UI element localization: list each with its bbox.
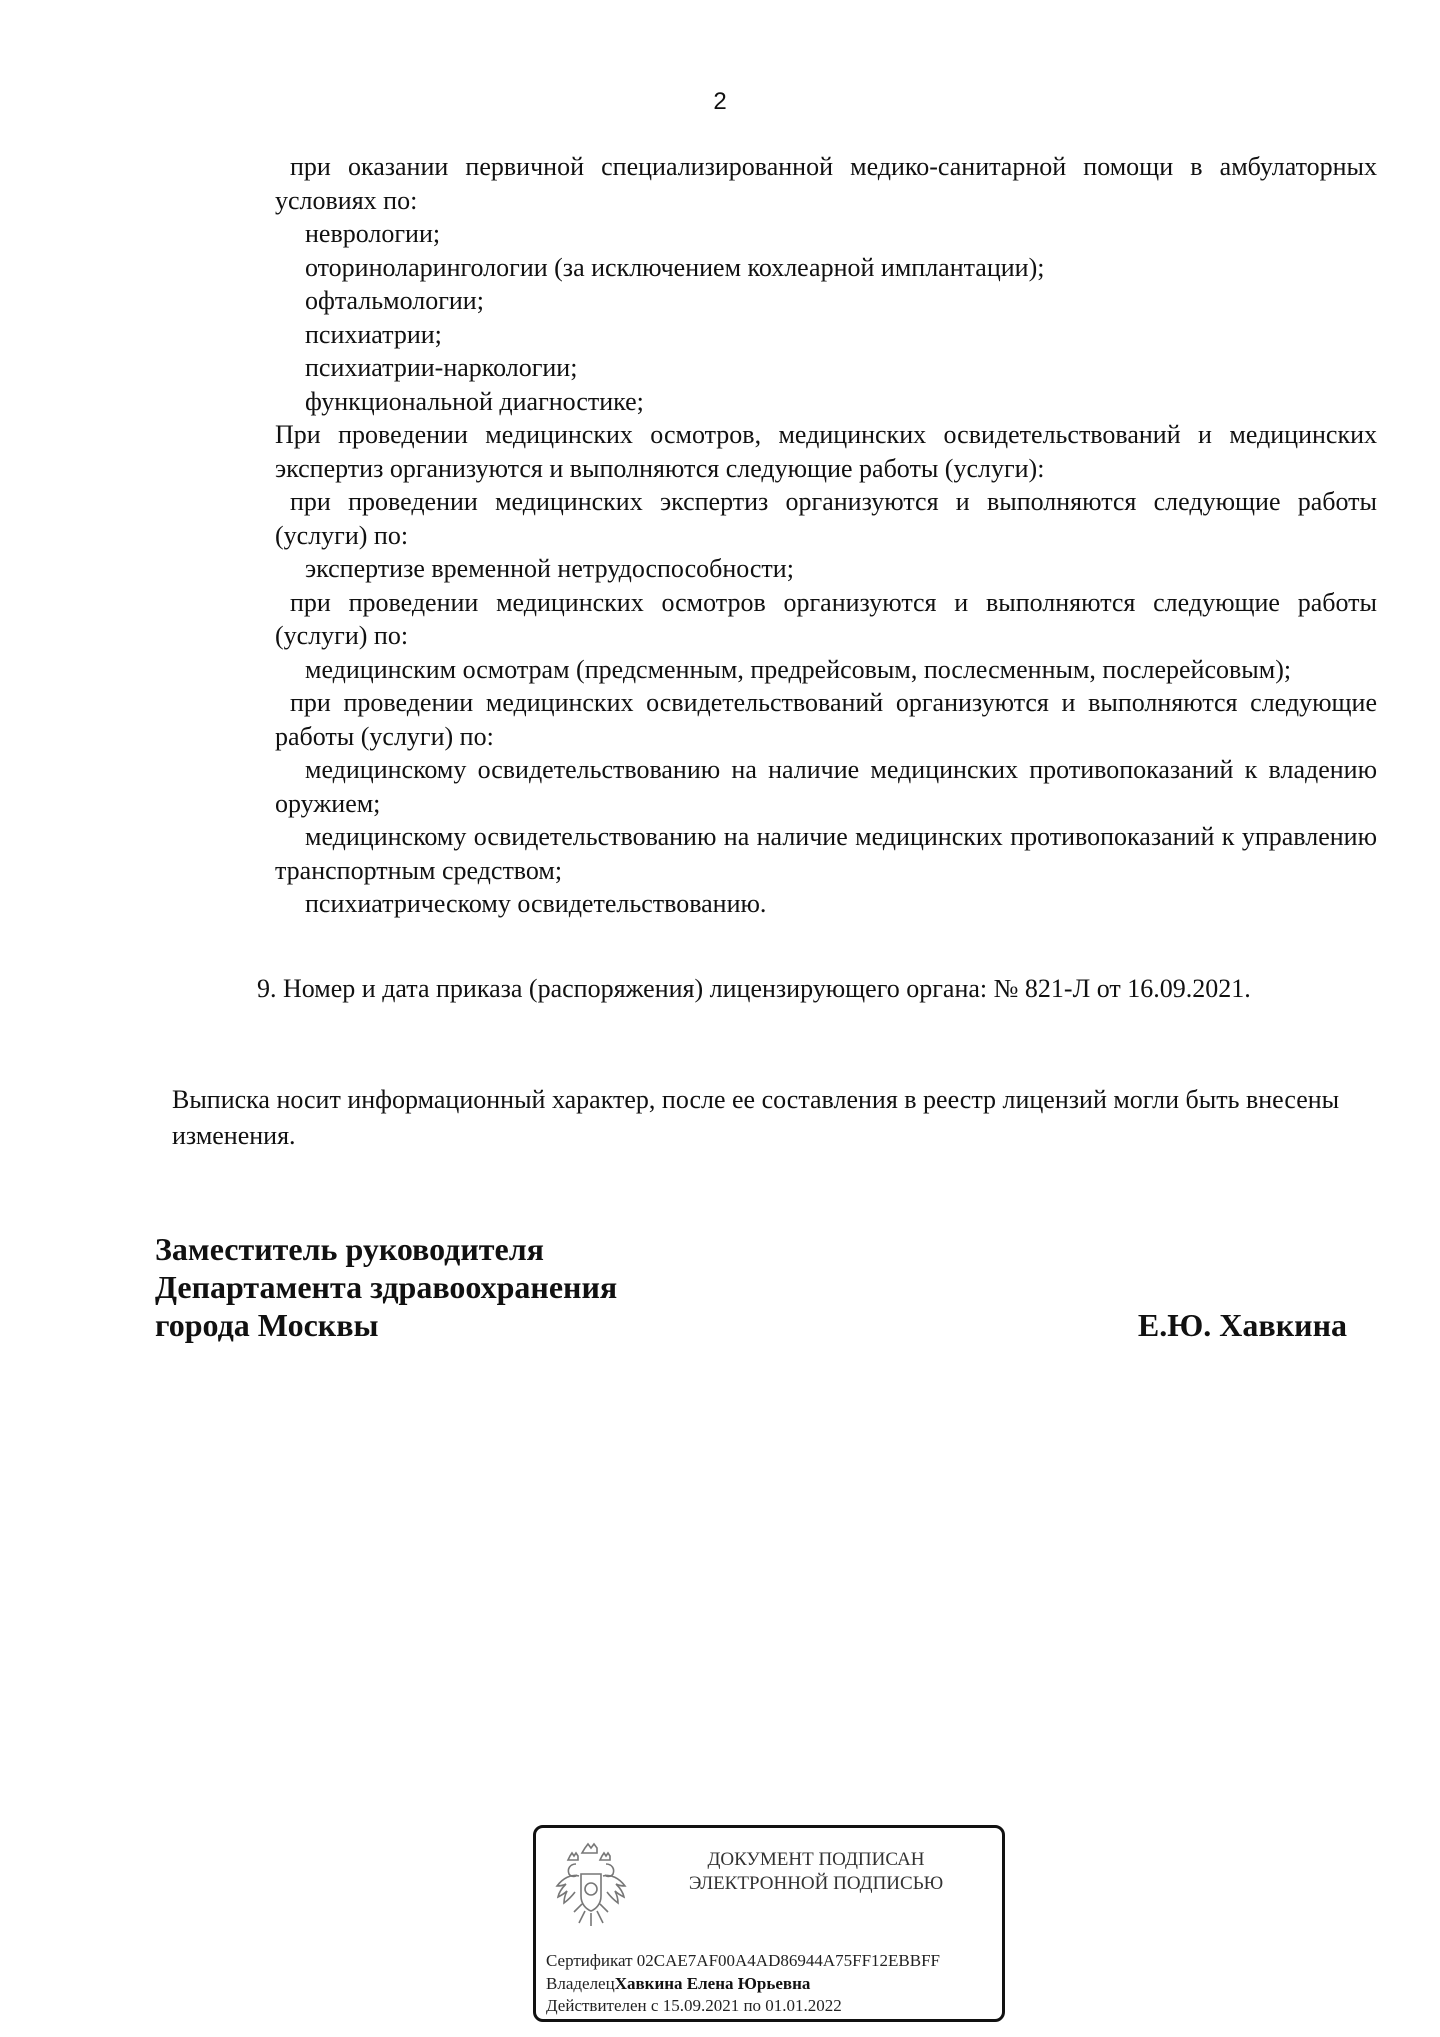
- list-item: медицинскому освидетельствованию на наличие медицинских противопоказаний к управлению транспортным средством;: [275, 822, 1377, 885]
- signatory-title-line: Департамента здравоохранения: [155, 1269, 618, 1305]
- owner-value: Хавкина Елена Юрьевна: [614, 1973, 811, 1993]
- paragraph-medical-checkups: при проведении медицинских осмотров организуются и выполняются следующие работы (услуги) по:: [275, 587, 1377, 650]
- certificate-label: Сертификат: [546, 1951, 633, 1970]
- signatory-title-line: города Москвы: [155, 1307, 379, 1343]
- certificate-value: 02CAE7AF00A4AD86944A75FF12EBBFF: [636, 1951, 941, 1970]
- stamp-details: [546, 1950, 1005, 2018]
- owner-line: [546, 1973, 1005, 1996]
- list-item: медицинским осмотрам (предсменным, предрейсовым, послесменным, послерейсовым);: [305, 654, 1292, 684]
- stamp-title: [646, 1848, 986, 1896]
- page-number: 2: [713, 88, 727, 115]
- validity-line: Действителен с 15.09.2021 по 01.01.2022: [546, 1996, 842, 2015]
- paragraph-examinations-intro: При проведении медицинских осмотров, медицинских освидетельствований и медицинских экспертиз организуются и выполняются следующие работы (услуги):: [275, 420, 1377, 483]
- list-item: психиатрическому освидетельствованию.: [305, 889, 767, 918]
- paragraph-expertise: при проведении медицинских экспертиз организуются и выполняются следующие работы (услуги) по:: [275, 487, 1377, 550]
- license-works-list: [275, 150, 1377, 921]
- list-item: психиатрии;: [305, 319, 442, 349]
- list-item: функциональной диагностике;: [305, 386, 644, 416]
- informational-notice: Выписка носит информационный характер, после ее составления в реестр лицензий могли быть внесены изменения.: [172, 1085, 1340, 1150]
- electronic-signature-stamp: [533, 1825, 1005, 2022]
- stamp-title-line: ЭЛЕКТРОННОЙ ПОДПИСЬЮ: [688, 1873, 944, 1894]
- stamp-title-line: ДОКУМЕНТ ПОДПИСАН: [707, 1849, 925, 1870]
- list-item: медицинскому освидетельствованию на наличие медицинских противопоказаний к владению оружием;: [275, 755, 1377, 818]
- signatory-title-line: Заместитель руководителя: [155, 1231, 544, 1267]
- paragraph-primary-care: при оказании первичной специализированной медико-санитарной помощи в амбулаторных условиях по:: [275, 152, 1377, 215]
- certificate-line: [546, 1950, 1005, 1973]
- double-headed-eagle-emblem-icon: [552, 1842, 630, 1930]
- paragraph-certifications: при проведении медицинских освидетельствований организуются и выполняются следующие работы (услуги) по:: [275, 688, 1377, 751]
- signatory-title: [155, 1230, 617, 1344]
- list-item: экспертизе временной нетрудоспособности;: [305, 554, 794, 583]
- owner-label: Владелец: [546, 1973, 615, 1993]
- list-item: психиатрии-наркологии;: [305, 353, 578, 382]
- list-item: оториноларингологии (за исключением кохлеарной имплантации);: [305, 252, 1045, 282]
- signatory-name: Е.Ю. Хавкина: [1137, 1307, 1347, 1343]
- order-number-line: 9. Номер и дата приказа (распоряжения) лицензирующего органа: № 821-Л от 16.09.2021.: [257, 974, 1251, 1003]
- list-item: неврологии;: [305, 219, 441, 248]
- list-item: офтальмологии;: [305, 286, 484, 315]
